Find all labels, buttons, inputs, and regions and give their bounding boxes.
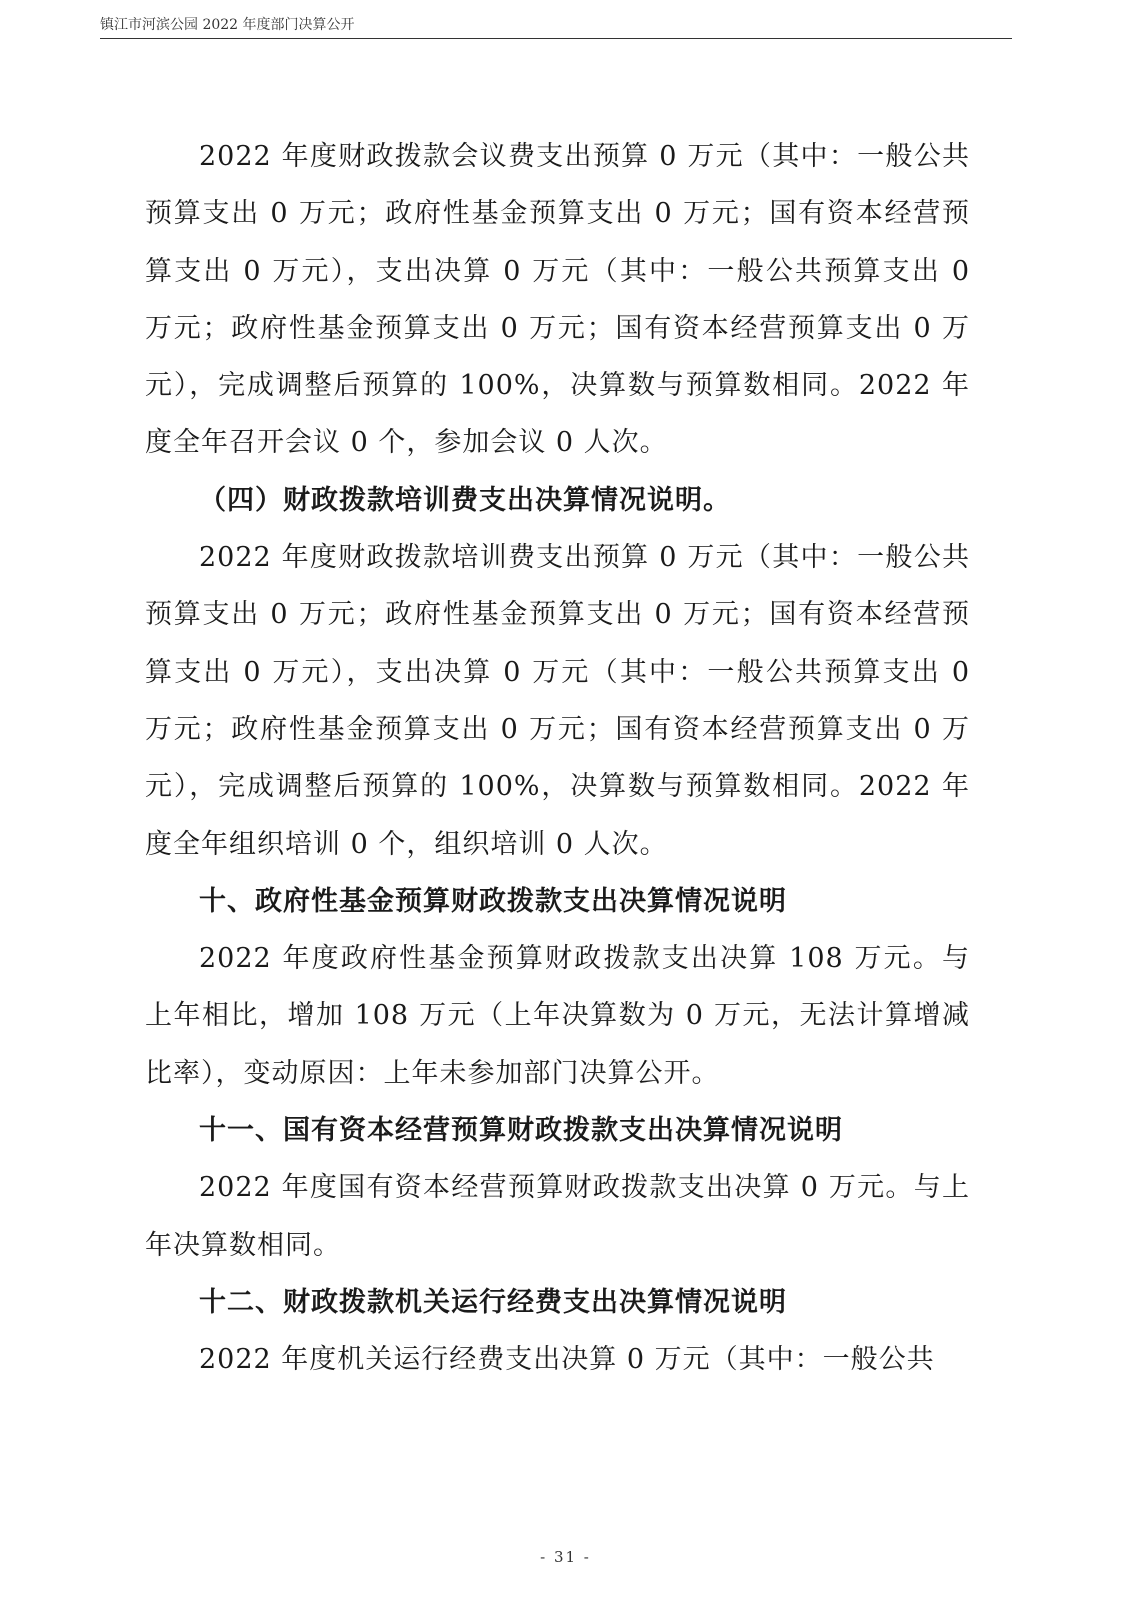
heading-training-expense: （四）财政拨款培训费支出决算情况说明。	[199, 484, 731, 516]
page-number: - 31 -	[540, 1548, 591, 1566]
paragraph-operating-expense: 2022 年度机关运行经费支出决算 0 万元（其中：一般公共	[199, 1344, 935, 1376]
paragraph-training-expense: 2022 年度财政拨款培训费支出预算 0 万元（其中：一般公共预算支出 0 万元；政府性基金预算支出 0 万元；国有资本经营预算支出 0 万元），支出决算 0 万元（其中：一般公共预算支出 0 万元；政府性基金预算支出 0 万元；国有资本经营预算支出 0 万元），完成调整后预算的 100%，决算数与预算数相同。2022 年度全年组织培训 0 个，组织培训 0 人次。	[145, 542, 970, 860]
document-body	[145, 128, 970, 1389]
heading-section-11: 十一、国有资本经营预算财政拨款支出决算情况说明	[199, 1115, 843, 1147]
heading-section-12: 十二、财政拨款机关运行经费支出决算情况说明	[199, 1286, 787, 1318]
paragraph-meeting-expense: 2022 年度财政拨款会议费支出预算 0 万元（其中：一般公共预算支出 0 万元；政府性基金预算支出 0 万元；国有资本经营预算支出 0 万元），支出决算 0 万元（其中：一般公共预算支出 0 万元；政府性基金预算支出 0 万元；国有资本经营预算支出 0 万元），完成调整后预算的 100%，决算数与预算数相同。2022 年度全年召开会议 0 个，参加会议 0 人次。	[145, 141, 970, 459]
header-divider	[100, 38, 1012, 39]
heading-section-10: 十、政府性基金预算财政拨款支出决算情况说明	[199, 885, 787, 917]
running-header: 镇江市河滨公园 2022 年度部门决算公开	[100, 17, 355, 33]
paragraph-state-capital: 2022 年度国有资本经营预算财政拨款支出决算 0 万元。与上年决算数相同。	[145, 1172, 970, 1261]
paragraph-government-fund: 2022 年度政府性基金预算财政拨款支出决算 108 万元。与上年相比，增加 108 万元（上年决算数为 0 万元，无法计算增减比率），变动原因：上年未参加部门决算公开。	[145, 943, 970, 1089]
